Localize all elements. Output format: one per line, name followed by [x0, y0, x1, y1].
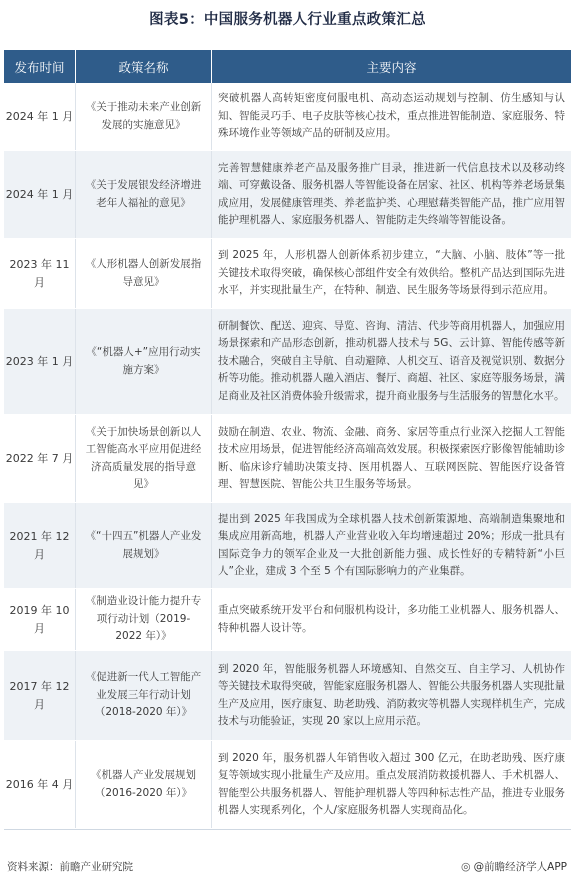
row-date: 2024 年 1 月 — [4, 151, 76, 238]
table-row — [4, 651, 571, 741]
table-row — [4, 239, 571, 309]
row-policy-name: 《关于推动未来产业创新发展的实施意见》 — [76, 83, 212, 150]
row-date: 2017 年 12 月 — [4, 651, 76, 740]
policy-table — [4, 50, 571, 830]
source-note: 资料来源：前瞻产业研究院 — [7, 861, 133, 873]
row-content: 突破机器人高转矩密度伺服电机、高动态运动规划与控制、仿生感知与认知、智能灵巧手、电子皮肤等核心技术，重点推进智能制造、家庭服务、特殊环境作业等领域产品的研制及应用。 — [218, 92, 565, 140]
row-policy-name: 《机器人产业发展规划（2016-2020 年）》 — [76, 741, 212, 828]
row-content: 鼓励在制造、农业、物流、金融、商务、家居等重点行业深入挖掘人工智能技术应用场景，促进智能经济高端高效发展。积极探索医疗影像智能辅助诊断、临床诊疗辅助决策支持、医用机器人、互联网医院、智能医疗设备管理、智慧医院、智能公共卫生服务等场景。 — [218, 425, 565, 490]
row-content: 完善智慧健康养老产品及服务推广目录，推进新一代信息技术以及移动终端、可穿戴设备、服务机器人等智能设备在居家、社区、机构等养老场景集成应用，发展健康管理类、养老监护类、心理慰藉类智能产品，推广应用智能护理机器人、家庭服务机器人、智能防走失终端等智能设备。 — [218, 161, 565, 226]
brand-credit — [461, 859, 567, 874]
table-row — [4, 741, 571, 829]
header-date: 发布时间 — [4, 50, 76, 83]
row-policy-name: 《制造业设计能力提升专项行动计划（2019-2022 年）》 — [76, 589, 212, 650]
row-date: 2023 年 1 月 — [4, 309, 76, 414]
row-content: 研制餐饮、配送、迎宾、导览、咨询、清洁、代步等商用机器人，加强应用场景探索和产品形态创新，推动机器人技术与 5G、云计算、智能传感等新技术融合，突破自主导航、自动避障、人机交互、语音及视觉识别、数据分析等功能。推动机器人融入酒店、餐厅、商超、社区、家庭等服务场景，满足商业及社区消费体验升级需求，提升商业服务与生活服务的智慧化水平。 — [218, 319, 565, 402]
footer — [0, 855, 575, 879]
table-row — [4, 83, 571, 151]
page-title: 图表5：中国服务机器人行业重点政策汇总 — [149, 12, 426, 28]
row-policy-name: 《人形机器人创新发展指导意见》 — [76, 239, 212, 308]
row-date: 2021 年 12 月 — [4, 503, 76, 588]
row-date: 2016 年 4 月 — [4, 741, 76, 828]
table-row — [4, 503, 571, 589]
table-row — [4, 415, 571, 503]
header-policy-name: 政策名称 — [76, 50, 212, 83]
row-content: 提出到 2025 年我国成为全球机器人技术创新策源地、高端制造集聚地和集成应用新高地，机器人产业营业收入年均增速超过 20%；形成一批具有国际竞争力的领军企业及一大批创新能力强、成长性好的专精特新“小巨人”企业，建成 3 个至 5 个有国际影响力的产业集群。 — [218, 512, 565, 577]
table-row — [4, 589, 571, 651]
row-policy-name: 《关于加快场景创新以人工智能高水平应用促进经济高质量发展的指导意见》 — [76, 415, 212, 502]
row-content: 到 2020 年，智能服务机器人环境感知、自然交互、自主学习、人机协作等关键技术取得突破，智能家庭服务机器人、智能公共服务机器人实现批量生产及应用，医疗康复、助老助残、消防救灾等机器人实现样机生产，完成技术与功能验证，实现 20 家以上应用示范。 — [218, 662, 565, 727]
row-policy-name: 《关于发展银发经济增进老年人福祉的意见》 — [76, 151, 212, 238]
row-content: 重点突破系统开发平台和伺服机构设计，多功能工业机器人、服务机器人、特种机器人设计等。 — [218, 604, 565, 634]
row-date: 2019 年 10 月 — [4, 589, 76, 650]
table-bottom-rule — [4, 829, 571, 830]
row-policy-name: 《“十四五”机器人产业发展规划》 — [76, 503, 212, 588]
brand-label: @前瞻经济学人APP — [473, 861, 567, 873]
row-policy-name: 《促进新一代人工智能产业发展三年行动计划（2018-2020 年）》 — [76, 651, 212, 740]
table-row — [4, 151, 571, 239]
logo-icon: ◎ — [461, 860, 471, 873]
row-date: 2024 年 1 月 — [4, 83, 76, 150]
table-header — [4, 50, 571, 83]
row-date: 2023 年 11 月 — [4, 239, 76, 308]
row-policy-name: 《“机器人+”应用行动实施方案》 — [76, 309, 212, 414]
row-date: 2022 年 7 月 — [4, 415, 76, 502]
row-content: 到 2020 年，服务机器人年销售收入超过 300 亿元，在助老助残、医疗康复等领域实现小批量生产及应用。重点发展消防救援机器人、手术机器人、智能型公共服务机器人、智能护理机器人等四种标志性产品，推进专业服务机器人实现系列化，个人/家庭服务机器人实现商品化。 — [218, 751, 565, 816]
header-main-content: 主要内容 — [366, 59, 417, 75]
table-row — [4, 309, 571, 415]
row-content: 到 2025 年，人形机器人创新体系初步建立，“大脑、小脑、肢体”等一批关键技术取得突破，确保核心部组件安全有效供给。整机产品达到国际先进水平，并实现批量生产，在特种、制造、民生服务等场景得到示范应用。 — [218, 249, 565, 297]
